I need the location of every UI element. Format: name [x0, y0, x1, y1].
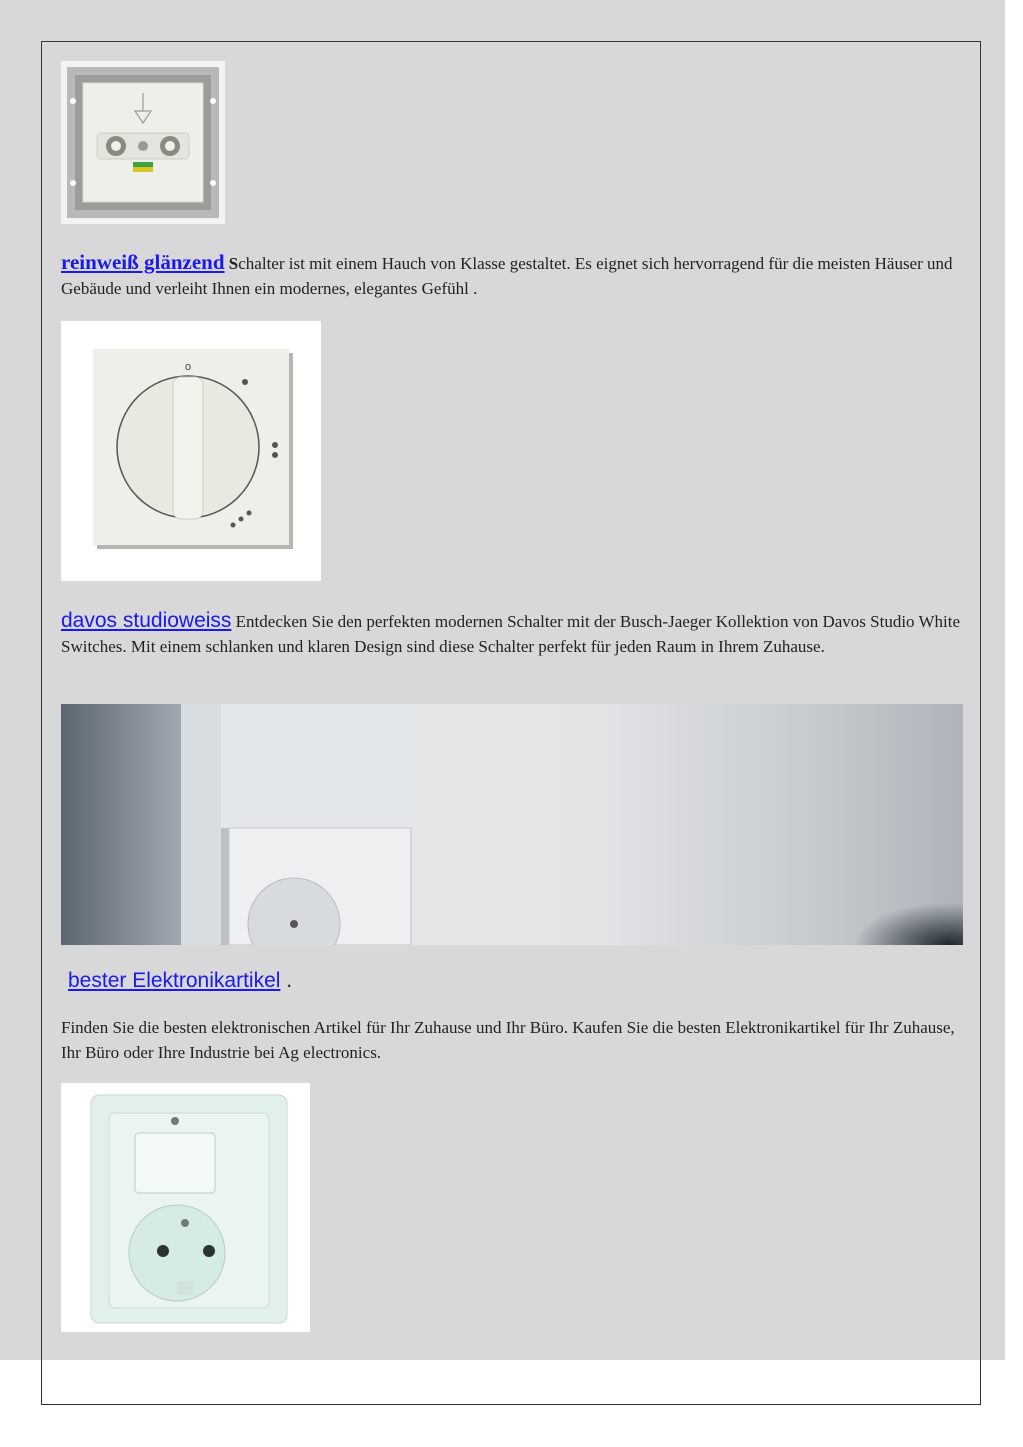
wall-socket-banner-image: [61, 704, 963, 945]
paragraph-text: chalter ist mit einem Hauch von Klasse gestaltet. Es eignet sich hervorragend für die meisten Häuser und Gebäude und verleiht Ihnen ein modernes, elegantes Gefühl .: [61, 254, 953, 298]
antenna-socket-image: [61, 61, 225, 224]
link-reinweiss[interactable]: reinweiß glänzend: [61, 250, 225, 274]
lead-letter: S: [228, 254, 239, 273]
heading-bester: [68, 968, 968, 994]
paragraph-text: Finden Sie die besten elektronischen Artikel für Ihr Zuhause und Ihr Büro. Kaufen Sie die besten Elektronikartikel für Ihr Zuhause, Ihr Büro oder Ihre Industrie bei Ag electronics.: [61, 1018, 955, 1062]
rotary-switch-image: [61, 321, 321, 581]
paragraph-davos: [61, 608, 961, 659]
paragraph-elektronik: [61, 1015, 961, 1065]
paragraph-text: Entdecken Sie den perfekten modernen Schalter mit der Busch-Jaeger Kollektion von Davos Studio White Switches. Mit einem schlanken und klaren Design sind diese Schalter perfekt für jeden Raum in Ihrem Zuhause.: [61, 612, 961, 656]
link-bester[interactable]: bester Elektronikartikel: [68, 969, 281, 992]
svg-text:o: o: [184, 361, 192, 373]
link-davos[interactable]: davos studioweiss: [61, 609, 232, 632]
switch-socket-image: [61, 1083, 310, 1332]
paragraph-reinweiss: [61, 250, 961, 301]
heading-suffix: .: [280, 969, 293, 992]
